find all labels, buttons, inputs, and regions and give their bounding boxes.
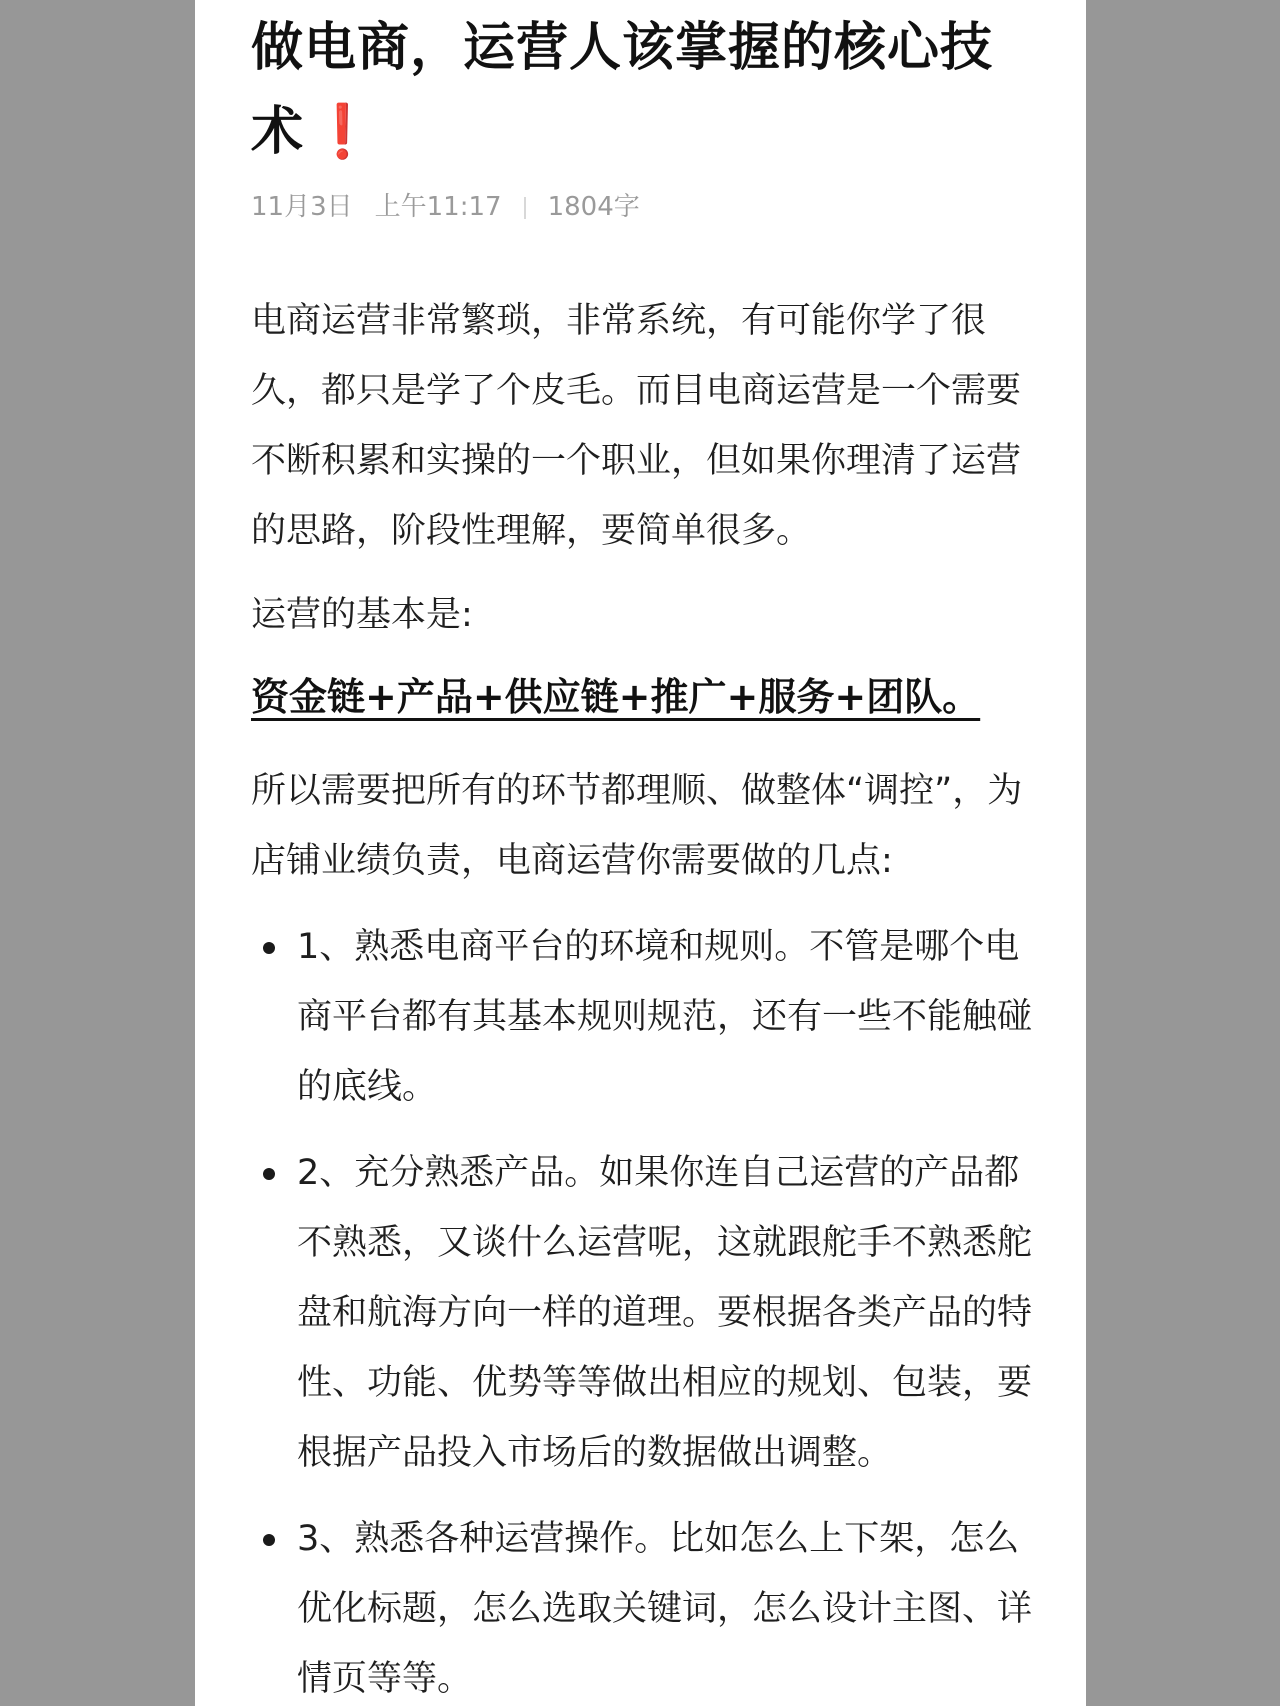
list-item-lead: 2、充分熟悉产品。 bbox=[297, 1153, 600, 1193]
bullet-icon bbox=[263, 942, 275, 954]
summary-paragraph: 所以需要把所有的环节都理顺、做整体“调控”，为店铺业绩负责，电商运营你需要做的几点: bbox=[251, 771, 1023, 881]
list-item bbox=[251, 1504, 1041, 1706]
bullet-icon bbox=[263, 1168, 275, 1180]
basics-label: 运营的基本是: bbox=[251, 595, 473, 635]
publish-time: 上午11:17 bbox=[374, 192, 502, 222]
list-item-lead: 3、熟悉各种运营操作。 bbox=[297, 1519, 670, 1559]
operations-list bbox=[251, 912, 1041, 1706]
basics-highlight: 资金链+产品+供应链+推广+服务+团队。 bbox=[251, 675, 981, 719]
list-item-text: 不管是哪个电商平台都有其基本规则规范，还有一些不能触碰的底线。 bbox=[297, 927, 1033, 1107]
article-page bbox=[195, 0, 1086, 1706]
article-title-text: 做电商，运营人该掌握的核心技术 bbox=[251, 18, 994, 162]
article-title bbox=[251, 6, 1041, 174]
publish-date: 11月3日 bbox=[251, 192, 353, 222]
exclamation-icon: ❗ bbox=[310, 102, 376, 162]
word-count: 1804字 bbox=[547, 192, 640, 222]
meta-divider bbox=[524, 197, 526, 219]
bullet-icon bbox=[263, 1534, 275, 1546]
list-item-lead: 1、熟悉电商平台的环境和规则。 bbox=[297, 927, 810, 967]
article-meta bbox=[251, 190, 640, 224]
list-item-text: 比如怎么上下架，怎么优化标题，怎么选取关键词，怎么设计主图、详情页等等。 bbox=[297, 1519, 1033, 1699]
list-item bbox=[251, 1138, 1041, 1488]
list-item bbox=[251, 912, 1041, 1122]
intro-paragraph: 电商运营非常繁琐，非常系统，有可能你学了很久，都只是学了个皮毛。而目电商运营是一个需要不断积累和实操的一个职业，但如果你理清了运营的思路，阶段性理解，要简单很多。 bbox=[251, 301, 1022, 551]
list-item-text: 如果你连自己运营的产品都不熟悉，又谈什么运营呢，这就跟舵手不熟悉舵盘和航海方向一样的道理。要根据各类产品的特性、功能、优势等等做出相应的规划、包装，要根据产品投入市场后的数据做出调整。 bbox=[297, 1153, 1033, 1473]
